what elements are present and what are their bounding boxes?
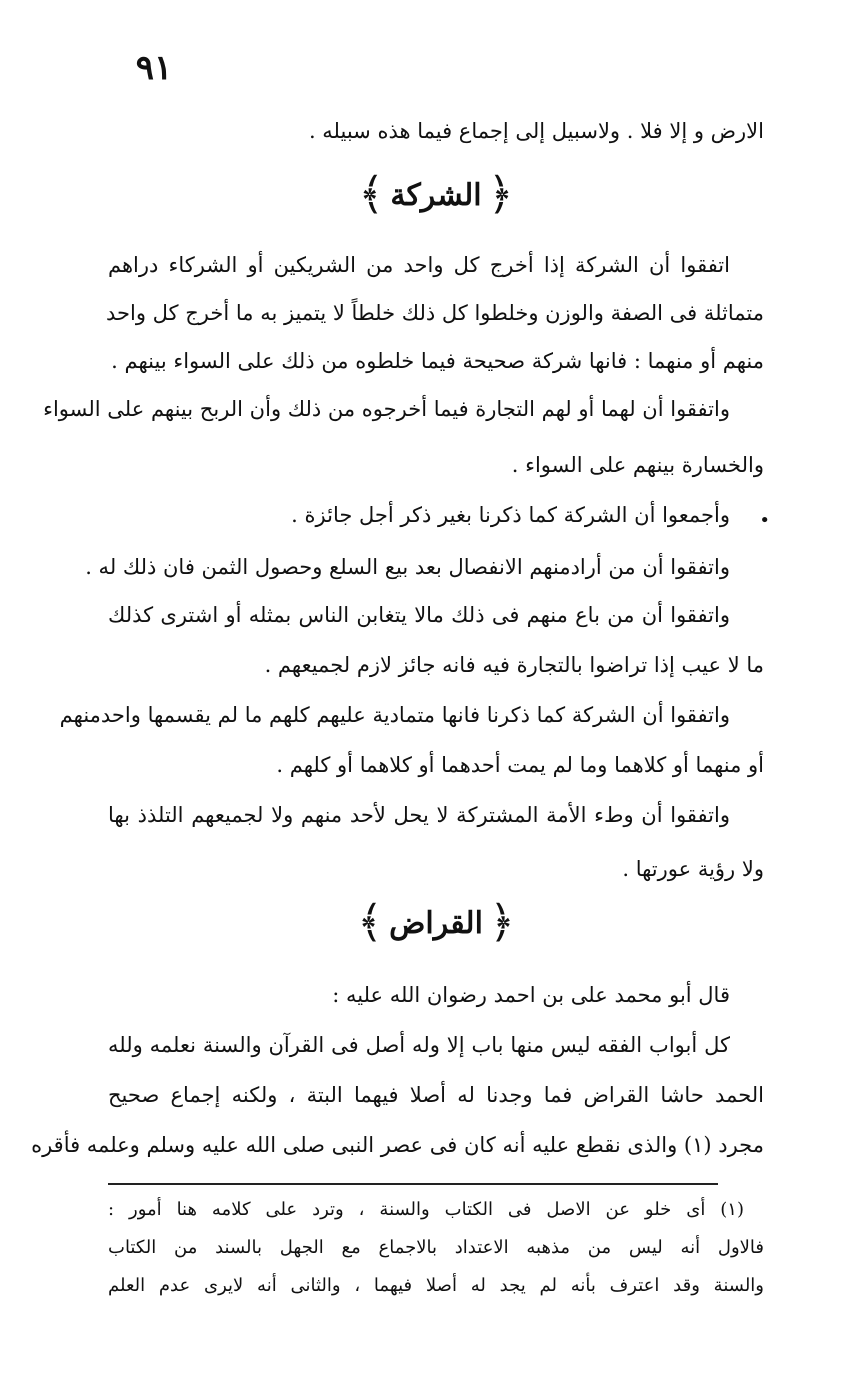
footnote-line: والسنة وقد اعترف بأنه لم يجد له أصلا فيهما ، والثانى أنه لايرى عدم العلم — [108, 1275, 764, 1296]
heading-title: القراض — [389, 906, 483, 941]
text-line: كل أبواب الفقه ليس منها باب إلا وله أصل فى القرآن والسنة نعلمه ولله — [108, 1033, 730, 1057]
ornament-bracket-icon: ﴾ — [358, 169, 385, 220]
text-line: ولا رؤية عورتها . — [622, 857, 764, 881]
text-line: الحمد حاشا القراض فما وجدنا له أصلا فيهما البتة ، ولكنه إجماع صحيح — [108, 1083, 764, 1107]
text-line: واتفقوا أن لهما أو لهم التجارة فيما أخرجوه من ذلك وأن الربح بينهم على السواء — [43, 397, 730, 421]
text-line: مجرد (١) والذى نقطع عليه أنه كان فى عصر النبى صلى الله عليه وسلم وعلمه فأقره — [31, 1133, 764, 1157]
section-heading-shirka — [108, 168, 764, 228]
text-line: واتفقوا أن من باع منهم فى ذلك مالا يتغابن الناس بمثله أو اشترى كذلك — [108, 603, 730, 627]
text-line: وأجمعوا أن الشركة كما ذكرنا بغير ذكر أجل جائزة . — [291, 503, 730, 527]
text-line: الارض و إلا فلا . ولاسبيل إلى إجماع فيما هذه سبيله . — [308, 119, 764, 143]
footnote-line: فالاول أنه ليس من مذهبه الاعتداد بالاجماع مع الجهل بالسند من الكتاب — [108, 1237, 764, 1258]
text-line: ما لا عيب إذا تراضوا بالتجارة فيه فانه جائز لازم لجميعهم . — [264, 653, 764, 677]
text-line: واتفقوا أن وطء الأمة المشتركة لا يحل لأحد منهم ولا لجميعهم التلذذ بها — [108, 803, 730, 827]
heading-title: الشركة — [390, 178, 482, 213]
heading-frame — [356, 168, 515, 224]
footnote-divider — [108, 1183, 718, 1185]
ornament-bracket-icon: ﴿ — [487, 169, 514, 220]
text-line: منهم أو منهما : فانها شركة صحيحة فيما خلطوه من ذلك على السواء بينهم . — [111, 349, 764, 373]
bullet-dot-icon: • — [759, 510, 770, 531]
page-number: ٩١ — [135, 48, 173, 88]
book-page — [31, 40, 770, 1360]
footnote-line: (١) أى خلو عن الاصل فى الكتاب والسنة ، وترد على كلامه هنا أمور : — [108, 1199, 744, 1220]
text-line: واتفقوا أن الشركة كما ذكرنا فانها متمادية عليهم كلهم ما لم يقسمها واحدمنهم — [59, 703, 730, 727]
text-line: اتفقوا أن الشركة إذا أخرج كل واحد من الشريكين أو الشركاء دراهم — [108, 253, 730, 277]
text-line: قال أبو محمد على بن احمد رضوان الله عليه : — [332, 983, 730, 1007]
text-line: متماثلة فى الصفة والوزن وخلطوا كل ذلك خلطاً لا يتميز به ما أخرج كل واحد — [106, 301, 764, 325]
text-line: أو منهما أو كلاهما وما لم يمت أحدهما أو كلاهما أو كلهم . — [276, 753, 764, 777]
text-line: والخسارة بينهم على السواء . — [511, 453, 764, 477]
text-line: واتفقوا أن من أرادمنهم الانفصال بعد بيع السلع وحصول الثمن فان ذلك له . — [85, 555, 730, 579]
section-heading-qirad — [108, 896, 764, 956]
heading-frame — [355, 896, 517, 952]
ornament-bracket-icon: ﴾ — [357, 897, 383, 948]
ornament-bracket-icon: ﴿ — [489, 897, 515, 948]
